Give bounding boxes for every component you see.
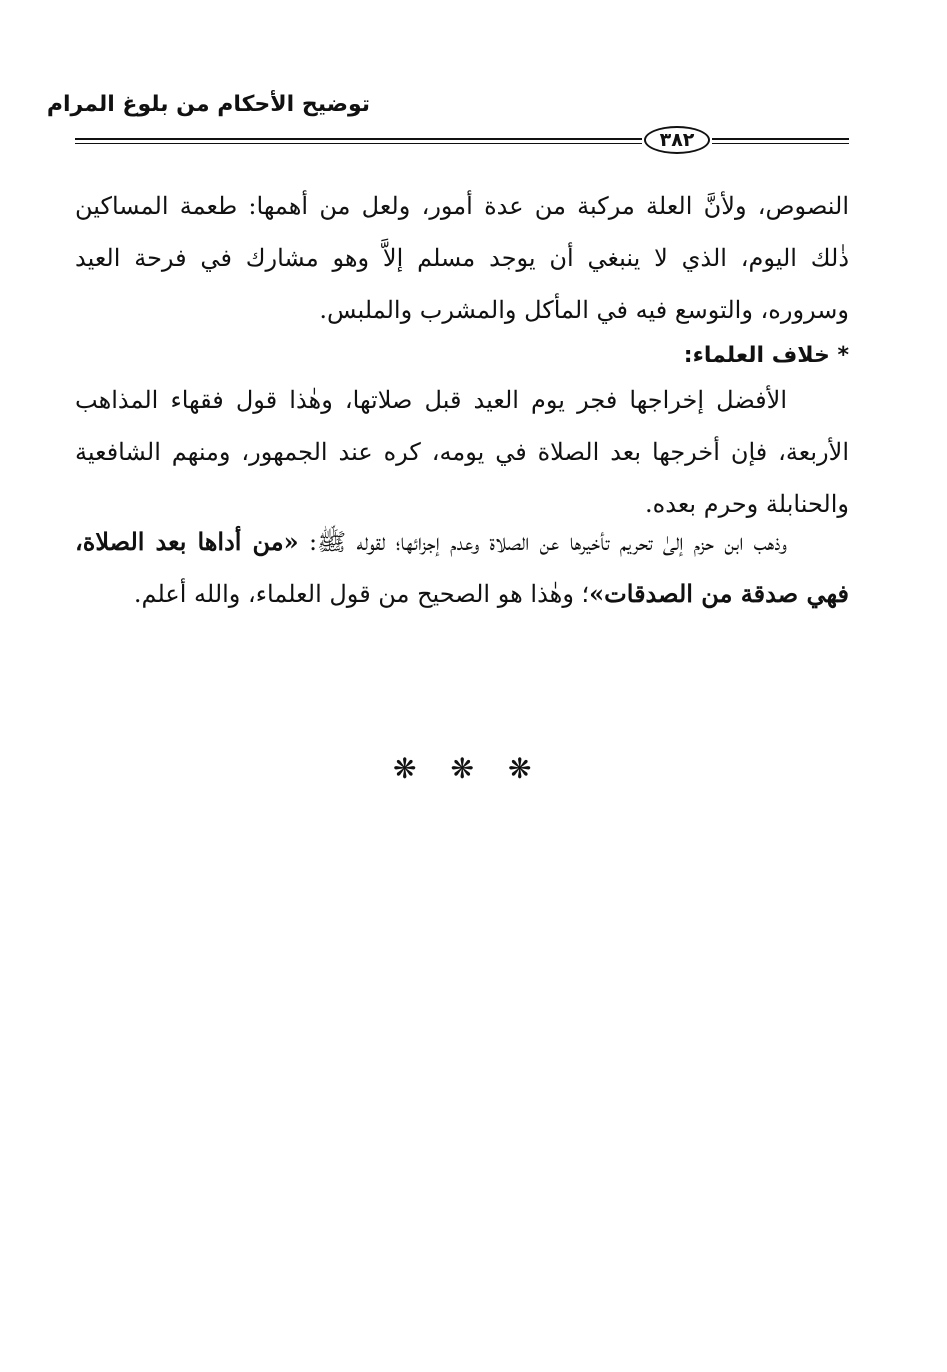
paragraph-ibn-hazm-intro: وذهب ابن حزم إلىٰ تحريم تأخيرها عن الصلاة وعدم إجزائها؛ لقوله ﷺ: (298, 528, 787, 556)
section-separator (393, 752, 532, 786)
running-title: توضيح الأحكام من بلوغ المرام (46, 92, 370, 117)
separator-star-icon: ❋ (508, 752, 532, 785)
paragraph-ibn-hazm-conclusion: ؛ وهٰذا هو الصحيح من قول العلماء، والله أعلم. (133, 580, 590, 608)
paragraph-ibn-hazm (75, 516, 849, 620)
separator-star-icon: ❋ (393, 752, 417, 785)
paragraph-best-time: الأفضل إخراجها فجر يوم العيد قبل صلاتها، وهٰذا قول فقهاء المذاهب الأربعة، فإن أخرجها بعد الصلاة في يومه، كره عند الجمهور، ومنهم الشافعية والحنابلة وحرم بعده. (75, 386, 849, 518)
header-rule-left (75, 138, 642, 144)
paragraph-continuation: النصوص، ولأنَّ العلة مركبة من عدة أمور، ولعل من أهمها: طعمة المساكين ذٰلك اليوم، الذي لا ينبغي أن يوجد مسلم إلاَّ وهو مشارك في فرحة العيد وسروره، والتوسع فيه في المأكل والمشرب والملبس. (75, 192, 850, 324)
header-rule-right (712, 138, 849, 144)
section-heading: * خلاف العلماء: (683, 343, 849, 368)
page-number: ٣٨٢ (644, 126, 710, 154)
hadith-quote: «من أداها بعد الصلاة، فهي صدقة من الصدقات» (75, 527, 849, 608)
separator-star-icon: ❋ (450, 752, 474, 785)
